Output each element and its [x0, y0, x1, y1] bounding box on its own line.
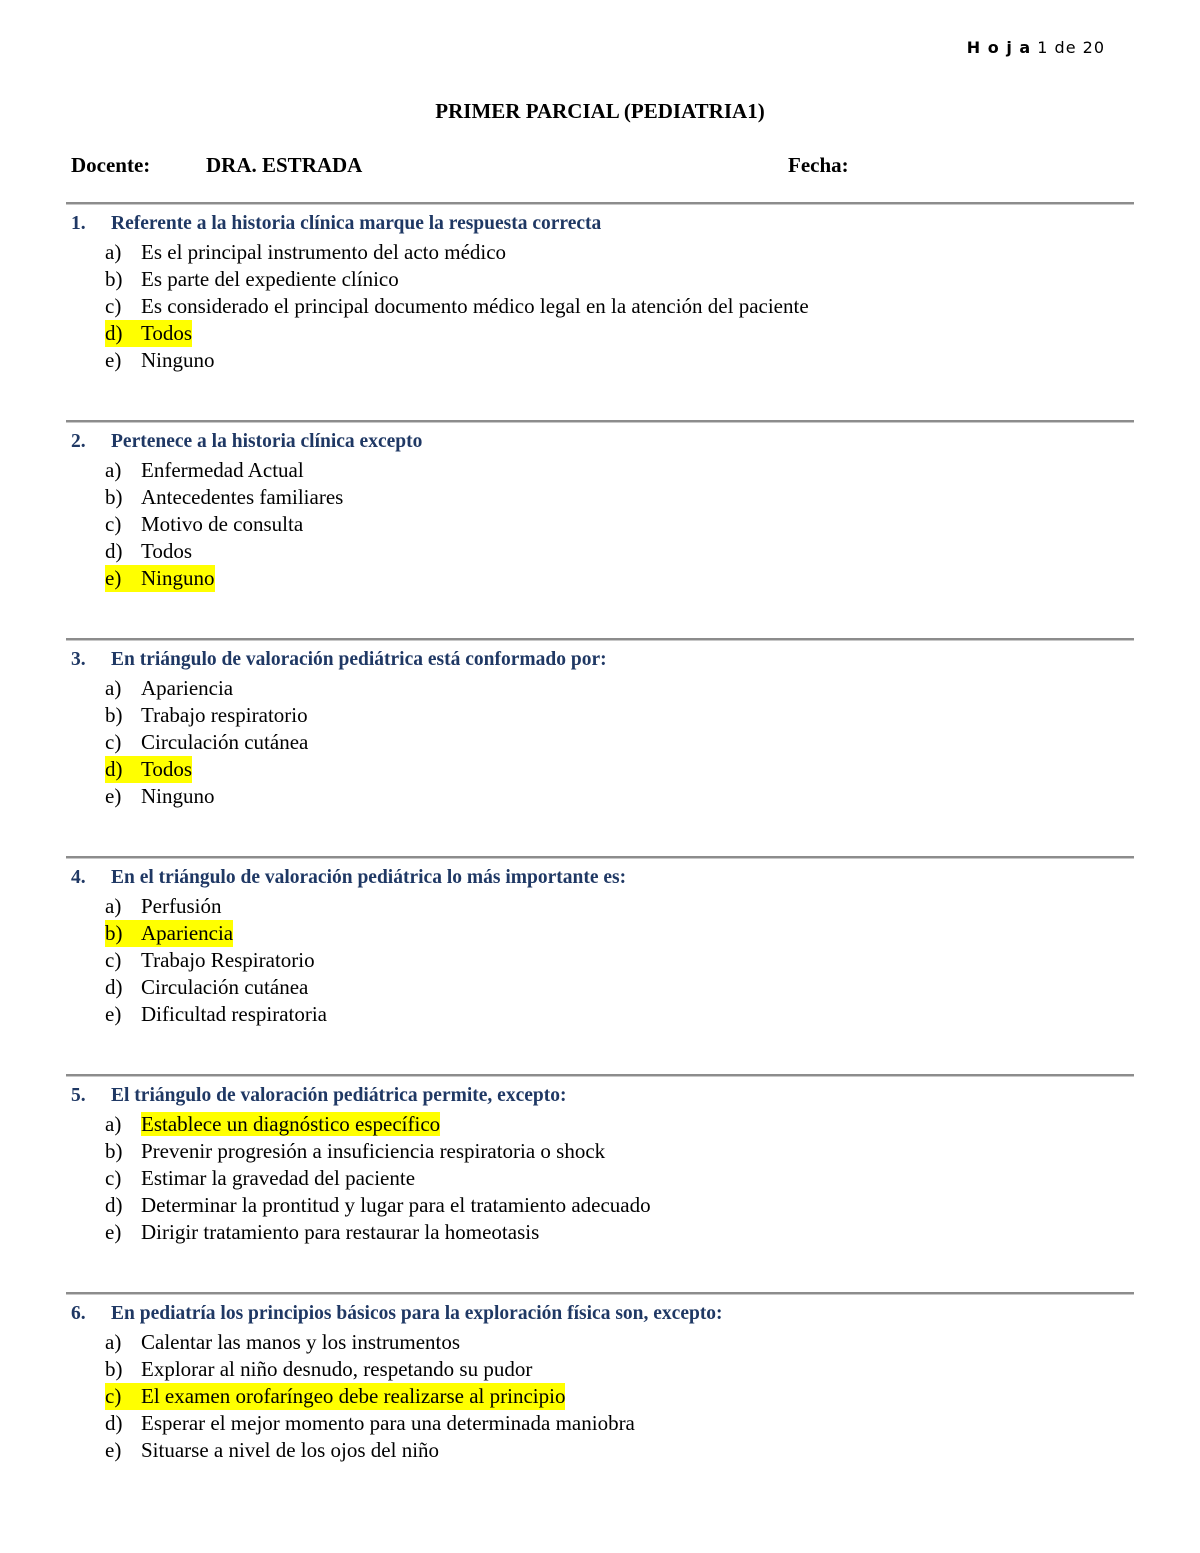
- option-content: [105, 1192, 651, 1219]
- option-text: Ninguno: [141, 348, 215, 372]
- option-text: Ninguno: [141, 784, 215, 808]
- question-divider: [66, 1292, 1134, 1295]
- option-content: [105, 565, 215, 592]
- answer-option: [66, 565, 1134, 592]
- option-text: Ninguno: [141, 566, 215, 590]
- option-letter: d): [105, 1193, 123, 1217]
- option-text: Apariencia: [141, 921, 234, 945]
- answer-option: [66, 347, 1134, 374]
- page-label: H o j a: [966, 38, 1032, 57]
- question-divider: [66, 638, 1134, 641]
- option-letter: e): [105, 1438, 122, 1462]
- option-content: [105, 484, 343, 511]
- option-text: Situarse a nivel de los ojos del niño: [141, 1438, 440, 1462]
- option-text: Prevenir progresión a insuficiencia respiratoria o shock: [141, 1139, 606, 1163]
- answer-option: [66, 1219, 1134, 1246]
- answer-option: [66, 1383, 1134, 1410]
- answer-option: [66, 1001, 1134, 1028]
- option-content: [105, 293, 809, 320]
- question-title: [66, 209, 1134, 239]
- option-content: [105, 538, 192, 565]
- question-divider: [66, 1074, 1134, 1077]
- answer-option: [66, 974, 1134, 1001]
- fecha-label: Fecha:: [788, 153, 849, 177]
- option-letter: b): [105, 1139, 123, 1163]
- option-text: Perfusión: [141, 894, 222, 918]
- option-text: Calentar las manos y los instrumentos: [141, 1330, 461, 1354]
- option-content: [105, 756, 192, 783]
- option-text: Determinar la prontitud y lugar para el tratamiento adecuado: [141, 1193, 651, 1217]
- question-text: Pertenece a la historia clínica excepto: [111, 431, 423, 452]
- option-letter: a): [105, 1330, 122, 1354]
- question-number: 5.: [71, 1085, 86, 1106]
- option-letter: a): [105, 240, 122, 264]
- option-content: [105, 1410, 635, 1437]
- answer-option: [66, 756, 1134, 783]
- option-letter: c): [105, 1166, 122, 1190]
- option-content: [105, 347, 215, 374]
- option-letter: e): [105, 1002, 122, 1026]
- page-current: 1: [1037, 38, 1049, 57]
- option-text: Antecedentes familiares: [141, 485, 344, 509]
- option-content: [105, 974, 308, 1001]
- docente-value: DRA. ESTRADA: [206, 153, 363, 177]
- option-text: Dirigir tratamiento para restaurar la homeotasis: [141, 1220, 540, 1244]
- option-text: Apariencia: [141, 676, 234, 700]
- question-divider: [66, 202, 1134, 205]
- question-2: [66, 420, 1134, 592]
- answer-option: [66, 1138, 1134, 1165]
- option-content: [105, 1356, 532, 1383]
- question-5: [66, 1074, 1134, 1246]
- option-text: Circulación cutánea: [141, 975, 309, 999]
- option-text: El examen orofaríngeo debe realizarse al principio: [141, 1384, 566, 1408]
- option-content: [105, 783, 215, 810]
- option-letter: e): [105, 348, 122, 372]
- question-title: [66, 863, 1134, 893]
- option-letter: c): [105, 512, 122, 536]
- option-letter: b): [105, 267, 123, 291]
- question-4: [66, 856, 1134, 1028]
- option-text: Establece un diagnóstico específico: [141, 1112, 441, 1136]
- option-text: Todos: [141, 757, 193, 781]
- answer-option: [66, 1192, 1134, 1219]
- answer-option: [66, 538, 1134, 565]
- question-number: 2.: [71, 431, 86, 452]
- question-title: [66, 1081, 1134, 1111]
- question-title: [66, 427, 1134, 457]
- option-text: Motivo de consulta: [141, 512, 304, 536]
- option-letter: e): [105, 784, 122, 808]
- question-title: [66, 1299, 1134, 1329]
- option-text: Esperar el mejor momento para una determinada maniobra: [141, 1411, 635, 1435]
- answer-option: [66, 266, 1134, 293]
- option-letter: e): [105, 566, 122, 590]
- option-text: Enfermedad Actual: [141, 458, 304, 482]
- option-text: Todos: [141, 321, 193, 345]
- question-6: [66, 1292, 1134, 1464]
- question-text: Referente a la historia clínica marque la respuesta correcta: [111, 213, 602, 234]
- answer-option: [66, 893, 1134, 920]
- answer-option: [66, 729, 1134, 756]
- question-number: 3.: [71, 649, 86, 670]
- option-text: Estimar la gravedad del paciente: [141, 1166, 416, 1190]
- option-letter: d): [105, 1411, 123, 1435]
- option-content: [105, 947, 315, 974]
- option-content: [105, 920, 233, 947]
- answer-option: [66, 484, 1134, 511]
- option-text: Trabajo Respiratorio: [141, 948, 315, 972]
- option-letter: c): [105, 730, 122, 754]
- option-content: [105, 239, 506, 266]
- option-content: [105, 702, 308, 729]
- option-content: [105, 1111, 440, 1138]
- question-title: [66, 645, 1134, 675]
- option-text: Es considerado el principal documento médico legal en la atención del paciente: [141, 294, 809, 318]
- option-content: [105, 1329, 460, 1356]
- question-text: En el triángulo de valoración pediátrica lo más importante es:: [111, 867, 627, 888]
- question-text: En triángulo de valoración pediátrica está conformado por:: [111, 649, 607, 670]
- option-letter: d): [105, 321, 123, 345]
- question-number: 6.: [71, 1303, 86, 1324]
- option-content: [105, 893, 222, 920]
- answer-option: [66, 675, 1134, 702]
- option-letter: a): [105, 458, 122, 482]
- option-letter: a): [105, 676, 122, 700]
- answer-option: [66, 320, 1134, 347]
- option-letter: a): [105, 894, 122, 918]
- option-letter: b): [105, 485, 123, 509]
- option-letter: c): [105, 294, 122, 318]
- question-text: El triángulo de valoración pediátrica permite, excepto:: [111, 1085, 567, 1106]
- option-letter: d): [105, 975, 123, 999]
- answer-option: [66, 511, 1134, 538]
- option-letter: b): [105, 1357, 123, 1381]
- answer-option: [66, 920, 1134, 947]
- option-text: Circulación cutánea: [141, 730, 309, 754]
- question-divider: [66, 856, 1134, 859]
- option-content: [105, 729, 308, 756]
- option-content: [105, 1138, 605, 1165]
- option-content: [105, 1437, 439, 1464]
- question-1: [66, 202, 1134, 374]
- option-content: [105, 1219, 539, 1246]
- option-text: Es parte del expediente clínico: [141, 267, 399, 291]
- option-content: [105, 457, 304, 484]
- option-text: Todos: [141, 539, 193, 563]
- question-3: [66, 638, 1134, 810]
- answer-option: [66, 1165, 1134, 1192]
- answer-option: [66, 239, 1134, 266]
- option-content: [105, 675, 233, 702]
- option-text: Es el principal instrumento del acto médico: [141, 240, 507, 264]
- exam-title: PRIMER PARCIAL (PEDIATRIA1): [435, 99, 765, 123]
- answer-option: [66, 702, 1134, 729]
- option-letter: b): [105, 703, 123, 727]
- answer-option: [66, 1410, 1134, 1437]
- option-content: [105, 1383, 565, 1410]
- page-number: [967, 38, 1105, 57]
- option-letter: d): [105, 757, 123, 781]
- option-text: Dificultad respiratoria: [141, 1002, 328, 1026]
- option-text: Trabajo respiratorio: [141, 703, 308, 727]
- option-letter: d): [105, 539, 123, 563]
- docente-label: Docente:: [71, 153, 151, 177]
- option-letter: a): [105, 1112, 122, 1136]
- answer-option: [66, 783, 1134, 810]
- option-letter: c): [105, 948, 122, 972]
- answer-option: [66, 1356, 1134, 1383]
- page-total: de 20: [1054, 38, 1105, 57]
- option-content: [105, 511, 303, 538]
- answer-option: [66, 947, 1134, 974]
- option-letter: e): [105, 1220, 122, 1244]
- option-content: [105, 320, 192, 347]
- question-divider: [66, 420, 1134, 423]
- option-content: [105, 1165, 415, 1192]
- answer-option: [66, 293, 1134, 320]
- answer-option: [66, 1437, 1134, 1464]
- option-letter: b): [105, 921, 123, 945]
- answer-option: [66, 1111, 1134, 1138]
- option-letter: c): [105, 1384, 122, 1408]
- question-number: 1.: [71, 213, 86, 234]
- option-content: [105, 1001, 327, 1028]
- option-text: Explorar al niño desnudo, respetando su pudor: [141, 1357, 533, 1381]
- question-number: 4.: [71, 867, 86, 888]
- question-text: En pediatría los principios básicos para la exploración física son, excepto:: [111, 1303, 723, 1324]
- answer-option: [66, 457, 1134, 484]
- option-content: [105, 266, 399, 293]
- answer-option: [66, 1329, 1134, 1356]
